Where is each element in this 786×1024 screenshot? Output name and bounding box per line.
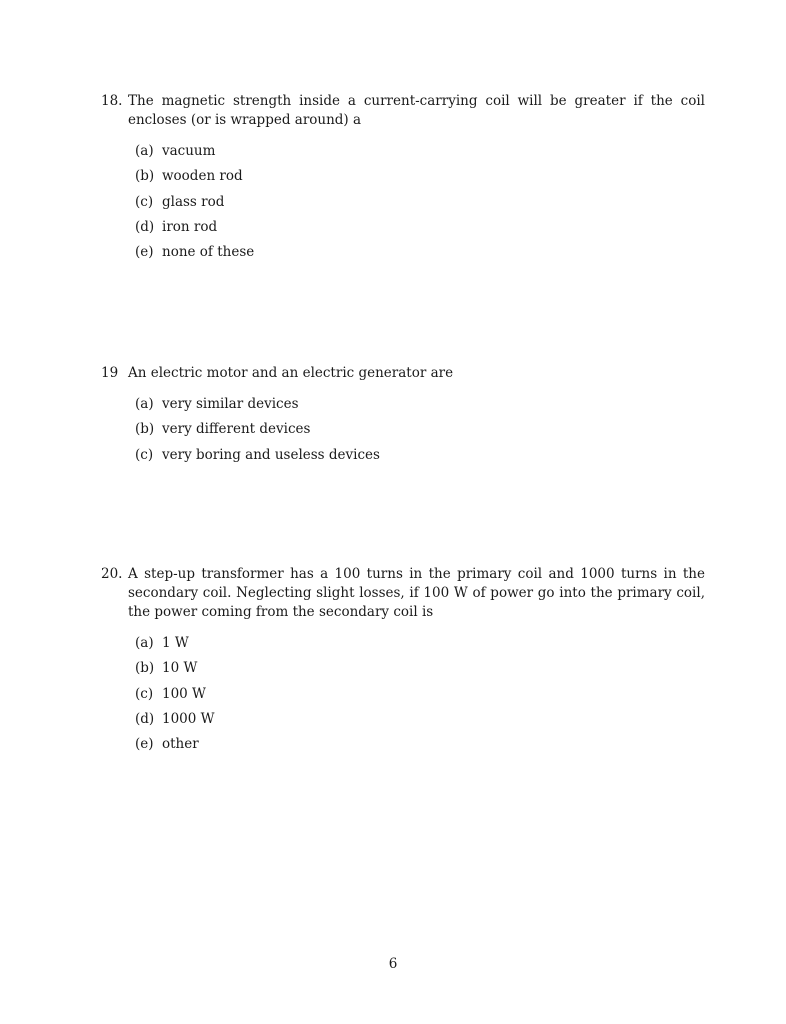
question-number: 18.	[101, 93, 123, 109]
option-letter: (e)	[135, 244, 154, 261]
option-letter: (c)	[135, 446, 154, 463]
option-b	[101, 167, 705, 192]
option-b	[101, 659, 705, 684]
question-18	[101, 92, 705, 268]
option-a	[101, 395, 705, 420]
option-e	[101, 243, 705, 268]
question-stem	[101, 92, 705, 130]
option-text: 1 W	[162, 635, 189, 651]
option-d	[101, 218, 705, 243]
option-text: very different devices	[162, 421, 311, 438]
option-text: 100 W	[162, 685, 206, 702]
option-text: wooden rod	[162, 168, 243, 185]
option-text: very boring and useless devices	[162, 446, 380, 463]
option-e	[101, 735, 705, 760]
option-letter: (a)	[135, 396, 154, 412]
option-text: other	[162, 736, 199, 753]
option-c	[101, 446, 705, 471]
answer-options	[101, 395, 705, 471]
option-text: none of these	[162, 244, 255, 261]
question-text: An electric motor and an electric generator are	[128, 365, 454, 381]
option-c	[101, 685, 705, 710]
option-letter: (b)	[135, 168, 155, 185]
option-letter: (d)	[135, 710, 155, 727]
option-letter: (b)	[135, 660, 155, 677]
question-19	[101, 364, 705, 471]
answer-options	[101, 142, 705, 268]
option-letter: (d)	[135, 218, 155, 235]
option-text: very similar devices	[162, 396, 299, 412]
option-a	[101, 634, 705, 659]
option-text: 10 W	[162, 660, 198, 677]
page-number: 6	[388, 956, 398, 972]
question-text: The magnetic strength inside a current-carrying coil will be greater if the coil encloses (or is wrapped around) a	[128, 93, 705, 128]
question-stem	[101, 565, 705, 622]
option-b	[101, 420, 705, 445]
option-a	[101, 142, 705, 167]
option-text: 1000 W	[162, 710, 215, 727]
option-text: glass rod	[162, 193, 225, 210]
option-text: iron rod	[162, 218, 218, 235]
option-letter: (c)	[135, 685, 154, 702]
answer-options	[101, 634, 705, 760]
option-text: vacuum	[162, 143, 216, 159]
option-letter: (e)	[135, 736, 154, 753]
question-text: A step-up transformer has a 100 turns in the primary coil and 1000 turns in the secondary coil. Neglecting slight losses, if 100 W of power go into the primary coil, the power coming from the secondary coil is	[128, 566, 705, 620]
option-d	[101, 710, 705, 735]
option-letter: (b)	[135, 421, 155, 438]
option-c	[101, 193, 705, 218]
question-number: 20.	[101, 566, 123, 582]
question-stem	[101, 364, 705, 383]
option-letter: (c)	[135, 193, 154, 210]
option-letter: (a)	[135, 143, 154, 159]
option-letter: (a)	[135, 635, 154, 651]
question-20	[101, 565, 705, 760]
question-number: 19	[101, 365, 119, 381]
